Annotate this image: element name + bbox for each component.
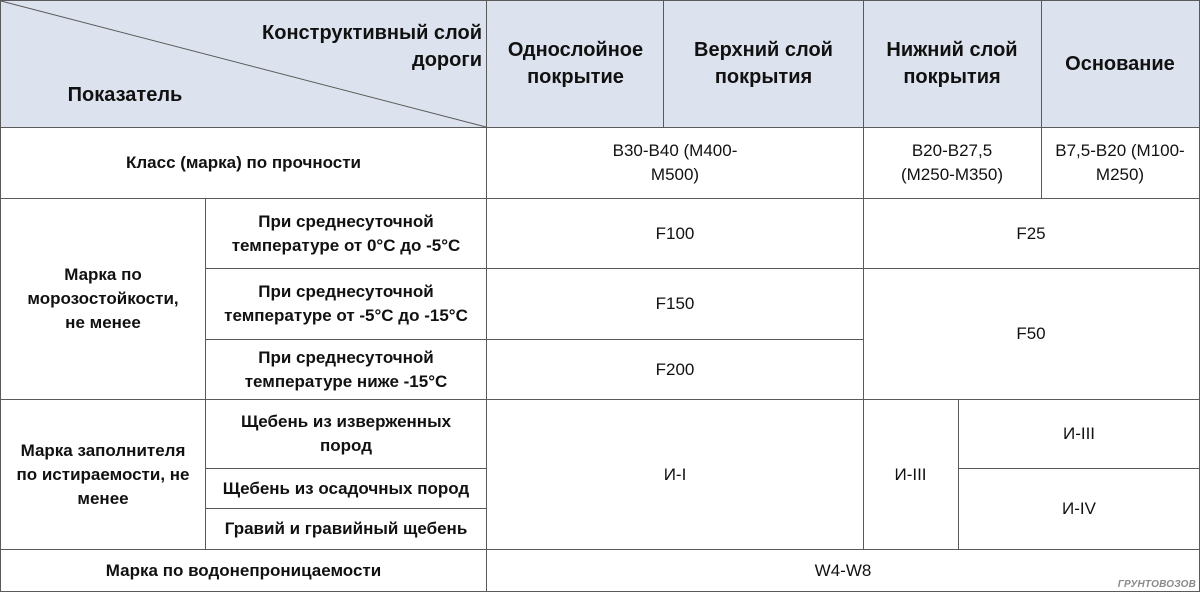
grid-line xyxy=(0,0,1200,1)
abrasion-sub-2: Щебень из осадочных пород xyxy=(222,478,470,498)
frost-sub-1: При среднесуточной температуре от 0°С до -5°С xyxy=(231,211,461,255)
grid-line xyxy=(958,468,1200,469)
grid-line xyxy=(0,0,1,592)
value-strength-top: В30-В40 (М400-М500) xyxy=(612,141,738,184)
grid-line xyxy=(205,198,206,549)
frost-value-rest-merged: F50 xyxy=(1016,324,1046,343)
header-col-top-layer: Верхний слой покрытия xyxy=(664,1,863,127)
grid-line xyxy=(205,268,1200,269)
row-label-water: Марка по водонепроницаемости xyxy=(105,560,382,580)
grid-line xyxy=(863,0,864,399)
water-value: W4-W8 xyxy=(814,560,872,580)
frost-value-rest-1: F25 xyxy=(1016,223,1046,243)
abrasion-sub-1: Щебень из изверженных пород xyxy=(240,412,452,455)
grid-line xyxy=(0,198,1200,199)
grid-line xyxy=(863,399,864,549)
frost-sub-2: При среднесуточной температуре от -5°С до -15°С xyxy=(224,282,468,325)
frost-sub-3: При среднесуточной температуре ниже -15°С xyxy=(244,347,448,391)
grid-line xyxy=(958,399,959,549)
row-label-frost: Марка по морозостойкости, не менее xyxy=(27,265,179,332)
abrasion-sub-3: Гравий и гравийный щебень xyxy=(224,519,468,538)
header-indicator-label: Показатель xyxy=(67,83,183,106)
value-strength-lower: В20-В27,5 (М250-М350) xyxy=(900,141,1004,184)
row-label-abrasion: Марка заполнителя по истираемости, не менее xyxy=(16,440,190,508)
grid-line xyxy=(205,508,486,509)
header-col-single-layer: Однослойное покрытие xyxy=(487,1,664,127)
frost-value-top-1: F100 xyxy=(655,223,695,243)
value-strength-base: В7,5-В20 (М100-М250) xyxy=(1055,141,1185,184)
frost-value-top-2: F150 xyxy=(655,294,695,313)
watermark-logo: ГРУНТОВОЗОВ xyxy=(1117,579,1196,590)
header-col-base: Основание xyxy=(1041,1,1199,127)
grid-line xyxy=(205,468,486,469)
grid-line xyxy=(0,549,1200,550)
header-col-lower-layer: Нижний слой покрытия xyxy=(863,1,1041,127)
grid-line xyxy=(0,399,1200,400)
grid-line xyxy=(486,0,487,592)
row-label-strength: Класс (марка) по прочности xyxy=(126,153,361,172)
abrasion-value-lower: И-III xyxy=(894,464,927,484)
abrasion-value-base-top: И-III xyxy=(1062,424,1096,443)
grid-line xyxy=(0,127,1200,128)
abrasion-value-top: И-I xyxy=(663,464,687,484)
grid-line xyxy=(205,339,863,340)
grid-line xyxy=(1041,0,1042,198)
header-layer-label: Конструктивный слой дороги xyxy=(262,22,482,71)
abrasion-value-base-bottom: И-IV xyxy=(1062,499,1096,518)
frost-value-top-3: F200 xyxy=(655,359,695,379)
grid-line xyxy=(663,0,664,127)
